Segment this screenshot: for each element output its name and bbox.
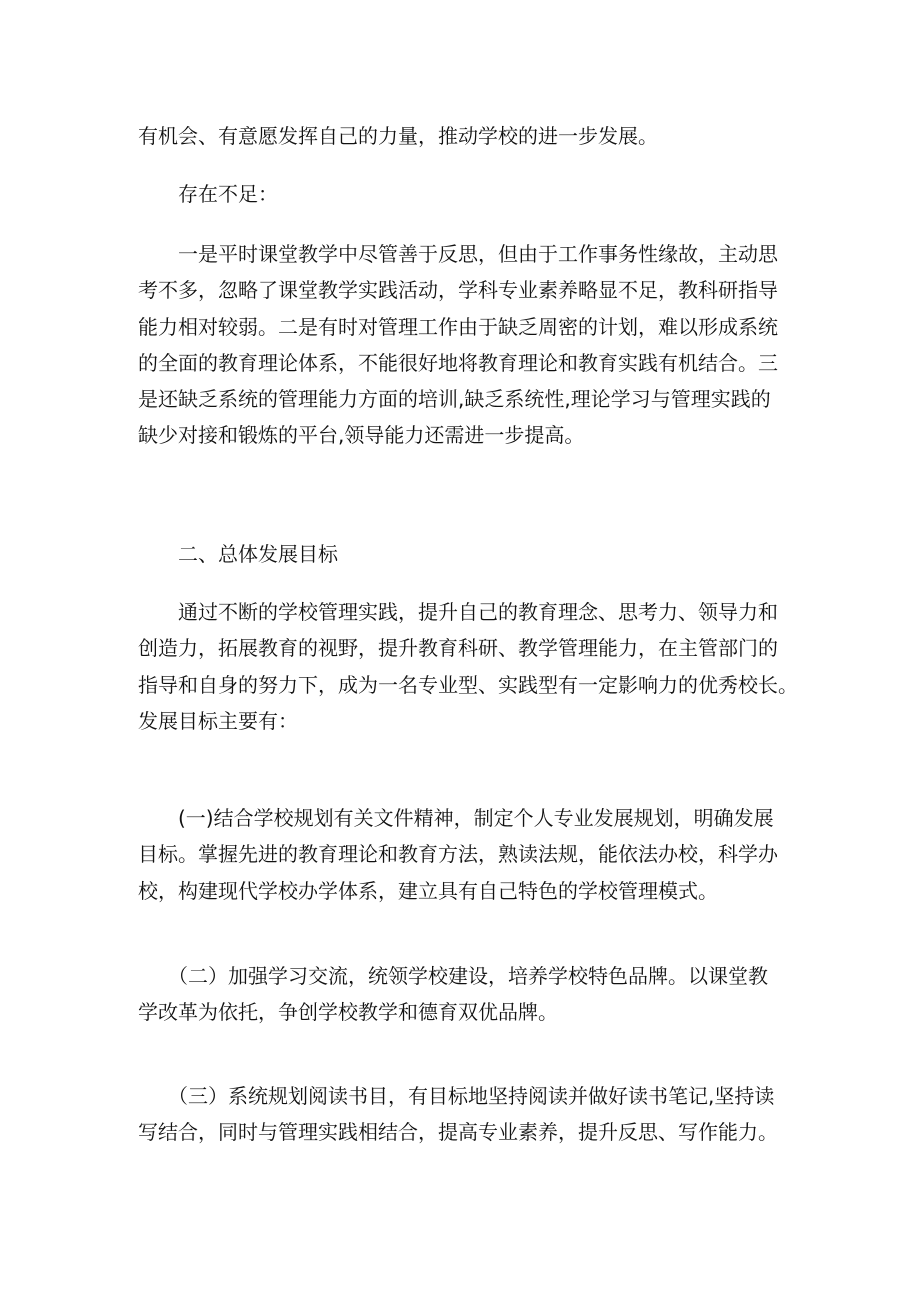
paragraph-goal-1 [138,800,788,909]
text-line: 校，构建现代学校办学体系，建立具有自己特色的学校管理模式。 [138,878,718,903]
text-line: 指导和自身的努力下，成为一名专业型、实践型有一定影响力的优秀校长。 [138,672,798,697]
text-line: (一)结合学校规划有关文件精神，制定个人专业发展规划，明确发展 [138,806,774,830]
paragraph-goals [138,594,798,739]
text-line: （二）加强学习交流，统领学校建设，培养学校特色品牌。以课堂教 [138,964,768,988]
heading-goals: 二、总体发展目标 [178,542,338,566]
text-line: 有机会、有意愿发挥自己的力量，推动学校的进一步发展。 [138,124,658,148]
text-line: 能力相对较弱。二是有时对管理工作由于缺乏周密的计划，难以形成系统 [138,314,778,339]
text-line: 一是平时课堂教学中尽管善于反思，但由于工作事务性缘故，主动思 [138,242,778,266]
text-line: 是还缺乏系统的管理能力方面的培训,缺乏系统性,理论学习与管理实践的 [138,387,771,412]
text-line: 的全面的教育理论体系，不能很好地将教育理论和教育实践有机结合。三 [138,350,778,375]
text-line: 创造力，拓展教育的视野，提升教育科研、教学管理能力，在主管部门的 [138,636,778,661]
paragraph-shortcomings [138,236,788,454]
text-line: 考不多，忽略了课堂教学实践活动，学科专业素养略显不足，教科研指导 [138,278,778,303]
text-line: 通过不断的学校管理实践，提升自己的教育理念、思考力、领导力和 [138,600,778,624]
text-line: 目标。掌握先进的教育理论和教育方法，熟读法规，能依法办校，科学办 [138,842,778,867]
text-line: （三）系统规划阅读书目，有目标地坚持阅读并做好读书笔记,坚持读 [138,1084,775,1108]
paragraph-intro-end [138,118,788,154]
text-line: 学改革为依托，争创学校教学和德育双优品牌。 [138,1000,558,1025]
heading-shortcomings: 存在不足： [178,182,278,206]
text-line: 写结合，同时与管理实践相结合，提高专业素养，提升反思、写作能力。 [138,1120,778,1145]
text-line: 缺少对接和锻炼的平台,领导能力还需进一步提高。 [138,423,585,448]
paragraph-goal-2 [138,958,788,1031]
text-line: 发展目标主要有： [138,708,298,733]
paragraph-goal-3 [138,1078,788,1151]
